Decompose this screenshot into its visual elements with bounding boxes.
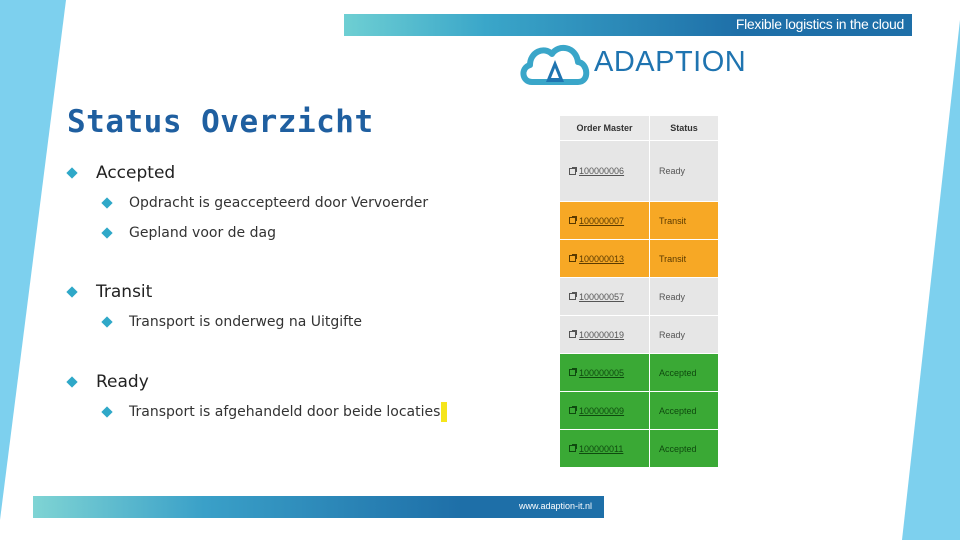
- sub-bullet-label: Transport is onderweg na Uitgifte: [129, 314, 362, 330]
- bullet-label: Ready: [96, 372, 149, 392]
- status-cell: Accepted: [659, 367, 697, 378]
- diamond-bullet-icon: [101, 316, 112, 327]
- left-stripe-decoration: [0, 0, 70, 540]
- external-link-icon: [569, 369, 576, 376]
- sub-bullet: [103, 225, 276, 241]
- status-cell: Transit: [659, 215, 687, 226]
- diamond-bullet-icon: [66, 286, 77, 297]
- table-row: [560, 430, 718, 468]
- diamond-bullet-icon: [66, 376, 77, 387]
- table-row: [560, 316, 718, 354]
- sub-bullet: [103, 402, 447, 422]
- banner-tagline: Flexible logistics in the cloud: [735, 16, 904, 32]
- bullet-ready: [68, 372, 149, 392]
- external-link-icon: [569, 331, 576, 338]
- order-cell: [560, 141, 650, 201]
- order-link[interactable]: 100000007: [579, 215, 625, 226]
- order-link[interactable]: 100000019: [579, 329, 625, 340]
- status-cell: Ready: [659, 291, 686, 302]
- external-link-icon: [569, 293, 576, 300]
- sub-bullet-label: Gepland voor de dag: [129, 225, 276, 241]
- sub-bullet: [103, 195, 428, 211]
- order-link[interactable]: 100000006: [579, 166, 625, 176]
- bullet-label: Transit: [96, 282, 153, 302]
- status-cell: Accepted: [659, 405, 697, 416]
- external-link-icon: [569, 255, 576, 262]
- order-cell: [560, 392, 650, 429]
- status-cell: Ready: [659, 329, 686, 340]
- order-link[interactable]: 100000005: [579, 367, 625, 378]
- order-cell: [560, 278, 650, 315]
- order-link[interactable]: 100000009: [579, 405, 625, 416]
- table-header: [560, 116, 718, 141]
- sub-bullet-label: Transport is afgehandeld door beide locaties: [129, 404, 441, 420]
- external-link-icon: [569, 407, 576, 414]
- bullet-accepted: [68, 163, 175, 183]
- top-banner: [344, 14, 912, 36]
- footer-url: www.adaption-it.nl: [518, 501, 592, 511]
- column-header-order-master: Order Master: [560, 116, 650, 140]
- bottom-banner: [33, 496, 604, 518]
- sub-bullet-label: Opdracht is geaccepteerd door Vervoerder: [129, 195, 429, 211]
- external-link-icon: [569, 168, 576, 175]
- order-cell: [560, 430, 650, 467]
- right-stripe-decoration: [900, 0, 960, 540]
- logo-wordmark: ADAPTION: [594, 46, 747, 78]
- bullet-transit: [68, 282, 152, 302]
- table-row: [560, 278, 718, 316]
- table-row: [560, 141, 718, 202]
- diamond-bullet-icon: [101, 227, 112, 238]
- external-link-icon: [569, 217, 576, 224]
- status-cell: Ready: [659, 166, 686, 176]
- status-table: [560, 116, 718, 468]
- order-cell: [560, 240, 650, 277]
- bullet-label: Accepted: [96, 163, 176, 183]
- sub-bullet: [103, 314, 362, 330]
- slide-title: Status Overzicht: [67, 104, 374, 140]
- column-header-status: Status: [670, 123, 698, 133]
- table-row: [560, 392, 718, 430]
- table-row: [560, 202, 718, 240]
- order-cell: [560, 354, 650, 391]
- status-cell: Accepted: [659, 443, 697, 454]
- order-cell: [560, 202, 650, 239]
- diamond-bullet-icon: [101, 406, 112, 417]
- order-link[interactable]: 100000013: [579, 253, 625, 264]
- table-row: [560, 354, 718, 392]
- diamond-bullet-icon: [66, 167, 77, 178]
- status-cell: Transit: [659, 253, 687, 264]
- text-cursor: [441, 402, 447, 422]
- order-cell: [560, 316, 650, 353]
- order-link[interactable]: 100000057: [579, 291, 625, 302]
- external-link-icon: [569, 445, 576, 452]
- order-link[interactable]: 100000011: [579, 443, 624, 454]
- diamond-bullet-icon: [101, 197, 112, 208]
- table-row: [560, 240, 718, 278]
